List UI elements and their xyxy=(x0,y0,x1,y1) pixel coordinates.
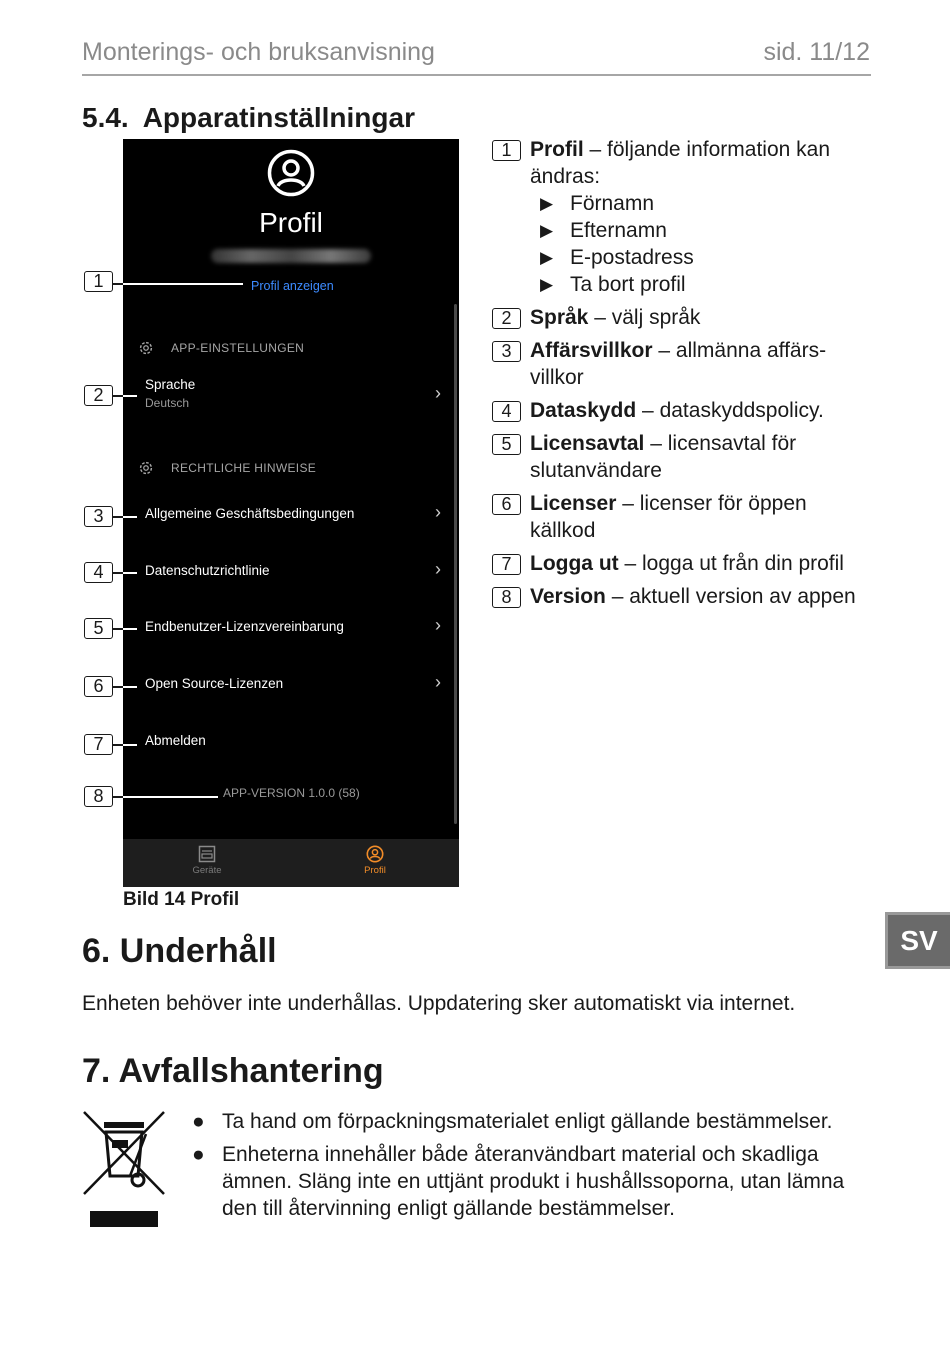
legend-desc: logga ut från din profil xyxy=(642,552,844,575)
app-settings-header: APP-EINSTELLUNGEN xyxy=(171,341,305,355)
disposal-list xyxy=(190,1108,880,1228)
bullet-icon: ● xyxy=(192,1110,205,1133)
profile-fields-list xyxy=(530,190,872,298)
legend-number: 2 xyxy=(492,308,521,329)
legend-desc: dataskyddspolicy. xyxy=(659,399,824,422)
list-item xyxy=(190,1108,880,1135)
callout-leader xyxy=(113,395,123,397)
legend-item-5: 5 Licensavtal – licensavtal för slutanvändare xyxy=(492,430,872,484)
scrollbar[interactable] xyxy=(454,304,457,824)
callout-4: 4 xyxy=(84,562,113,583)
bullet-icon: ● xyxy=(192,1143,205,1166)
section-7-heading: 7. Avfallshantering xyxy=(82,1052,384,1090)
legend-item-7: 7 Logga ut – logga ut från din profil xyxy=(492,550,872,577)
open-source-item[interactable]: Open Source-Lizenzen xyxy=(145,676,284,691)
callout-3: 3 xyxy=(84,506,113,527)
list-item xyxy=(190,1141,880,1222)
chevron-right-icon[interactable]: › xyxy=(435,672,441,692)
callout-2: 2 xyxy=(84,385,113,406)
legend-term: Logga ut xyxy=(530,552,619,575)
callout-8: 8 xyxy=(84,786,113,807)
callout-leader xyxy=(123,796,218,798)
gear-icon xyxy=(137,339,155,357)
crossed-out-bin-icon xyxy=(82,1110,167,1230)
callout-leader xyxy=(123,395,137,397)
section-number: 5.4. xyxy=(82,102,129,133)
legend-number: 4 xyxy=(492,401,521,422)
callout-5: 5 xyxy=(84,618,113,639)
profile-avatar-icon xyxy=(267,149,315,197)
eula-item[interactable]: Endbenutzer-Lizenzvereinbarung xyxy=(145,619,344,634)
language-value: Deutsch xyxy=(145,396,190,410)
legend-term: Affärsvillkor xyxy=(530,339,653,362)
legend-desc: allmänna affärs-villkor xyxy=(530,339,827,389)
legend-term: Version xyxy=(530,585,606,608)
legend-number: 1 xyxy=(492,140,521,161)
tab-devices-label: Geräte xyxy=(192,865,222,876)
legend-item-4: 4 Dataskydd – dataskyddspolicy. xyxy=(492,397,872,424)
callout-leader xyxy=(113,796,123,798)
legend-item-2: 2 Språk – välj språk xyxy=(492,304,872,331)
legend-desc: licenser för öppen källkod xyxy=(530,492,807,542)
gear-icon xyxy=(137,459,155,477)
legend-item-1: 1 Profil – följande information kan ändras: ▶ Förnamn ▶ Efternamn ▶ E-postadress ▶ Ta bort profil xyxy=(492,136,872,298)
profile-icon xyxy=(366,845,384,863)
legend-number: 3 xyxy=(492,341,521,362)
callout-leader xyxy=(113,516,123,518)
legend-desc: välj språk xyxy=(611,306,701,329)
bottom-tab-bar xyxy=(123,839,459,887)
callout-leader xyxy=(113,744,123,746)
callout-leader xyxy=(113,283,123,285)
section-6-text: Enheten behöver inte underhållas. Uppdatering sker automatiskt via internet. xyxy=(82,992,796,1015)
callout-leader xyxy=(123,628,137,630)
chevron-right-icon[interactable]: › xyxy=(435,559,441,579)
document-title: Monterings- och bruksanvisning xyxy=(82,38,435,66)
legend-item-8: 8 Version – aktuell version av appen xyxy=(492,583,872,610)
callout-leader xyxy=(113,628,123,630)
callout-leader xyxy=(113,686,123,688)
tab-profile[interactable] xyxy=(335,845,415,876)
legend-term: Profil xyxy=(530,138,584,161)
list-item: ▶ Förnamn xyxy=(540,190,872,217)
bullet-text: Ta hand om förpackningsmaterialet enligt gällande bestämmelser. xyxy=(222,1110,833,1133)
terms-item[interactable]: Allgemeine Geschäftsbedingungen xyxy=(145,506,355,521)
callout-legend xyxy=(492,136,872,616)
devices-icon xyxy=(198,845,216,863)
header-divider xyxy=(82,74,871,76)
chevron-right-icon[interactable]: › xyxy=(435,383,441,403)
callout-leader xyxy=(123,572,137,574)
callout-1: 1 xyxy=(84,271,113,292)
legend-desc: följande information kan ändras: xyxy=(530,138,831,188)
tab-profile-label: Profil xyxy=(364,865,386,876)
privacy-item[interactable]: Datenschutzrichtlinie xyxy=(145,563,270,578)
legend-desc: licensavtal för slutanvändare xyxy=(530,432,797,482)
section-title: Apparatinställningar xyxy=(142,102,415,133)
logout-item[interactable]: Abmelden xyxy=(145,733,206,748)
legend-term: Språk xyxy=(530,306,589,329)
tab-devices[interactable] xyxy=(167,845,247,876)
bullet-text: Enheterna innehåller både återanvändbart material och skadliga ämnen. Släng inte en uttjänt produkt i hushållssoporna, utan lämna den till återvinning enligt gällande bestämmelser. xyxy=(222,1143,845,1220)
callout-7: 7 xyxy=(84,734,113,755)
legend-item-3: 3 Affärsvillkor – allmänna affärs-villkor xyxy=(492,337,872,391)
app-profile-screenshot xyxy=(123,139,459,887)
show-profile-link[interactable]: Profil anzeigen xyxy=(251,279,334,293)
figure-caption: Bild 14 Profil xyxy=(123,889,240,910)
section-5-4-heading xyxy=(82,102,415,134)
callout-6: 6 xyxy=(84,676,113,697)
app-version: APP-VERSION 1.0.0 (58) xyxy=(223,786,360,800)
callout-leader xyxy=(123,686,137,688)
page-number: sid. 11/12 xyxy=(763,38,870,66)
list-item: ▶ E-postadress xyxy=(540,244,872,271)
chevron-right-icon[interactable]: › xyxy=(435,502,441,522)
list-item: ▶ Efternamn xyxy=(540,217,872,244)
callout-leader xyxy=(123,516,137,518)
profile-title: Profil xyxy=(259,207,323,238)
legend-term: Licensavtal xyxy=(530,432,645,455)
legal-header: RECHTLICHE HINWEISE xyxy=(171,461,317,475)
section-6-heading: 6. Underhåll xyxy=(82,932,277,970)
legend-desc: aktuell version av appen xyxy=(629,585,856,608)
chevron-right-icon[interactable]: › xyxy=(435,615,441,635)
legend-number: 5 xyxy=(492,434,521,455)
callout-leader xyxy=(113,572,123,574)
list-item: ▶ Ta bort profil xyxy=(540,271,872,298)
legend-item-6: 6 Licenser – licenser för öppen källkod xyxy=(492,490,872,544)
legend-term: Licenser xyxy=(530,492,617,515)
legend-number: 6 xyxy=(492,494,521,515)
legend-number: 7 xyxy=(492,554,521,575)
callout-leader xyxy=(123,283,243,285)
blurred-email xyxy=(211,249,371,263)
legend-number: 8 xyxy=(492,587,521,608)
legend-term: Dataskydd xyxy=(530,399,637,422)
language-setting[interactable]: Sprache xyxy=(145,377,196,392)
language-tab: SV xyxy=(885,912,950,969)
callout-leader xyxy=(123,744,137,746)
